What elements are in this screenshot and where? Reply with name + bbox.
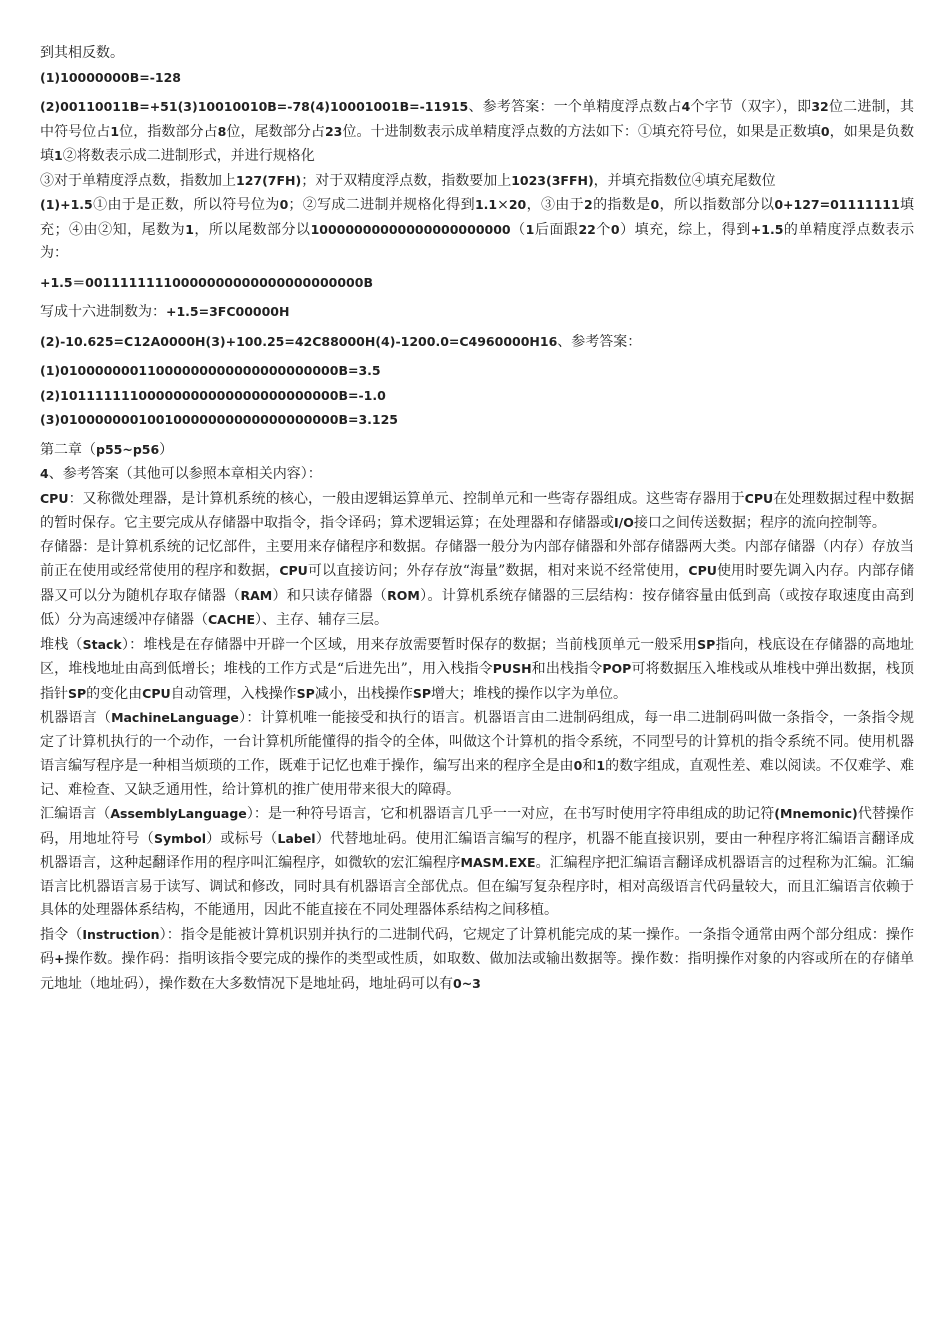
text-run: （ [510, 221, 526, 238]
bold-run: MASM.EXE [460, 855, 536, 870]
bold-run: 20 [508, 197, 527, 212]
paragraph [40, 66, 914, 91]
bold-run: 0 [610, 221, 620, 237]
text-run: 、参考答案：一个单精度浮点数占 [468, 99, 682, 115]
bold-run: 1.1 [474, 197, 498, 212]
bold-run: (2)-10.625=C12A0000H(3)+100.25=42C88000H(4)-1200.0=C4960000H16 [40, 333, 558, 349]
text-run: ）。计算机系统存储器的三层结构：按存储容量由低到高（或按存取速度由高到低）分为高速缓冲存储器（ [40, 587, 915, 628]
bold-run: 0+127=01111111 [774, 197, 900, 212]
paragraph [40, 330, 914, 355]
text-run: ②将数表示成二进制形式，并进行规格化 [62, 148, 315, 164]
text-run: ：又称微处理器，是计算机系统的核心，一般由逻辑运算单元、控制单元和一些寄存器组成。这些寄存器用于 [68, 490, 745, 507]
text-run: ）：堆栈是在存储器中开辟一个区域，用来存放需要暂时保存的数据；当前栈顶单元一般采用 [121, 636, 698, 653]
text-run: ）：指令是能被计算机识别并执行的二进制代码，它规定了计算机能完成的某一操作。一条指令通常由两个部分组成：操作码 [40, 926, 915, 967]
paragraph [40, 462, 914, 487]
paragraph [40, 487, 914, 536]
bold-run: 1023(3FFH) [511, 172, 594, 188]
text-run: 在处理数据过程中数据的暂时保存。它主要完成从存储器中取指令，指令译码；算术逻辑运算；在处理器和存储器或 [40, 490, 915, 531]
bold-run: 10000000000000000000000 [310, 221, 511, 237]
bold-run: (Mnemonic) [774, 806, 858, 821]
text-run: 第二章（ [40, 441, 96, 458]
bold-run: CPU [279, 563, 308, 578]
text-run: ）：是一种符号语言，它和机器语言几乎一一对应，在书写时使用字符串组成的助记符 [246, 806, 775, 822]
text-run: ；②写成二进制并规格化得到 [288, 197, 475, 213]
bold-run: (2)00110011B=+51(3)10010010B=-78(4)10001001B=-11915 [40, 99, 469, 114]
bold-run: CPU [142, 685, 171, 701]
text-run: ；对于双精度浮点数，指数要加上 [301, 172, 512, 189]
paragraph [40, 923, 914, 997]
bold-run: 8 [217, 123, 227, 139]
text-run: ，所以指数部分以 [659, 197, 775, 213]
bold-run: +1.5＝00111111110000000000000000000000B [40, 274, 373, 290]
text-run: 和出栈指令 [531, 661, 603, 677]
text-run: 。汇编程序把汇编语言翻译成机器语言的过程称为汇编。汇编语言比机器语言易于读写、调试和修改，同时具有机器语言全部优点。但在编写复杂程序时，相对高级语言代码量较大，而且汇编语言依赖于具体的处理器体系结构，不能通用，因此不能直接在不同处理器体系结构之间移植。 [40, 855, 915, 918]
bold-run: I/O [614, 515, 634, 530]
paragraph [40, 438, 914, 463]
paragraph [40, 300, 914, 325]
text-run: 位二进制，其中符号位占 [40, 99, 915, 140]
bold-run: CPU [688, 563, 717, 578]
bold-run: Symbol [153, 830, 206, 846]
text-run: 个字节（双字），即 [690, 99, 812, 115]
paragraph [40, 169, 914, 194]
bold-run: (1)01000000011000000000000000000000B=3.5 [40, 363, 381, 378]
text-run: 减小，出栈操作 [314, 685, 413, 702]
bold-run: Instruction [82, 926, 160, 942]
bold-run: (2)10111111100000000000000000000000B=-1.0 [40, 387, 386, 403]
text-run: ，并填充指数位④填充尾数位 [593, 172, 776, 189]
bold-run: AssemblyLanguage [110, 806, 247, 821]
text-run: 可以直接访问；外存存放“海量”数据，相对来说不经常使用， [307, 563, 689, 579]
bold-run: ROM [387, 587, 420, 603]
bold-run: 1 [110, 123, 120, 139]
text-run: 、参考答案： [557, 333, 642, 350]
text-run: ，③由于 [526, 197, 585, 213]
text-run: ）：计算机唯一能接受和执行的语言。机器语言由二进制码组成，每一串二进制码叫做一条指令，一条指令规定了计算机执行的一个动作，一台计算机所能懂得的指令的全体，叫做这个计算机的指令系统，不同型号的计算机的指令系统不同。使用机器语言编写程序是一种相当烦琐的工作，既难于记忆也难于操作，编写出来的程序全是由 [40, 710, 915, 774]
text-run: 接口之间传送数据；程序的流向控制等。 [633, 515, 886, 531]
text-run: ）、主存、辅存三层。 [255, 612, 389, 628]
bold-run: 22 [578, 221, 596, 237]
text-run: 填充；④由②知，尾数为 [40, 197, 915, 238]
text-run: 位，尾数部分占 [226, 123, 325, 140]
document-page [40, 42, 914, 996]
bold-run: Label [277, 830, 316, 846]
bold-run: 0~3 [453, 975, 481, 991]
bold-run: 1 [54, 148, 63, 163]
paragraph [40, 42, 914, 66]
bold-run: + [54, 951, 65, 966]
text-run: 指令（ [40, 926, 83, 943]
text-run: 机器语言（ [40, 710, 112, 726]
text-run: ）或标号（ [205, 830, 278, 847]
bold-run: RAM [240, 587, 273, 603]
bold-run: PUSH [492, 661, 532, 676]
bold-run: p55~p56 [96, 441, 160, 457]
text-run: 汇编语言（ [40, 806, 111, 822]
paragraph [40, 633, 914, 707]
text-run: ，所以尾数部分以 [193, 221, 311, 238]
text-run: 到其相反数。 [40, 45, 124, 61]
text-run: 使用时要先调入内存。内部存储器又可以分为随机存取存储器（ [40, 563, 914, 604]
bold-run: Stack [82, 636, 122, 652]
paragraph [40, 359, 914, 384]
text-run: 个 [595, 221, 611, 238]
paragraph [40, 384, 914, 409]
text-run: 的单精度浮点数表示为： [40, 221, 915, 261]
text-run: 、参考答案（其他可以参照本章相关内容）： [48, 466, 322, 482]
text-run: 和 [582, 758, 597, 774]
bold-run: 23 [324, 123, 343, 139]
bold-run: +1.5=3FC00000H [166, 304, 290, 319]
bold-run: (3)01000000010010000000000000000000B=3.125 [40, 412, 398, 427]
text-run: 位，指数部分占 [119, 123, 218, 140]
bold-run: CACHE [208, 612, 256, 627]
text-run: 的数字组成，直观性差、难以阅读。不仅难学、难记、难检查、又缺乏通用性，给计算机的推广使用带来很大的障碍。 [40, 758, 915, 798]
bold-run: 0 [650, 197, 660, 212]
text-run: ）填充，综上，得到 [619, 221, 751, 238]
bold-run: 4 [40, 466, 49, 481]
text-run: ）和只读存储器（ [272, 587, 388, 604]
bold-run: 0 [279, 197, 289, 212]
paragraph [40, 706, 914, 802]
bold-run: 0 [573, 758, 583, 773]
bold-run: (1)10000000B=-128 [40, 69, 181, 85]
text-run: ③对于单精度浮点数，指数加上 [40, 172, 236, 189]
text-run: 的变化由 [86, 685, 143, 702]
bold-run: +1.5 [750, 221, 784, 237]
bold-run: SP [697, 636, 716, 652]
bold-run: 1 [185, 221, 194, 237]
text-run: 后面跟 [534, 221, 579, 238]
bold-run: 2 [584, 197, 593, 212]
text-run: 堆栈（ [40, 636, 83, 653]
paragraph [40, 193, 914, 266]
text-run: 增大；堆栈的操作以字为单位。 [431, 685, 628, 702]
text-run: 位。十进制数表示成单精度浮点数的方法如下：①填充符号位，如果是正数填 [342, 123, 821, 140]
bold-run: 127(7FH) [236, 172, 302, 188]
text-run: ） [159, 441, 174, 458]
paragraph [40, 95, 914, 169]
bold-run: 1 [525, 221, 535, 237]
bold-run: CPU [744, 490, 774, 506]
paragraph [40, 802, 914, 923]
bold-run: 4 [681, 99, 691, 114]
bold-run: MachineLanguage [111, 710, 239, 725]
text-run: 写成十六进制数为： [40, 304, 166, 320]
text-run: 指向，栈底设在存储器的高地址区，堆栈地址由高到低增长；堆栈的工作方式是“后进先出”，用入栈指令 [40, 636, 915, 677]
text-run: 操作数。操作码：指明该指令要完成的操作的类型或性质，如取数、做加法或输出数据等。操作数：指明操作对象的内容或所在的存储单元地址（地址码），操作数在大多数情况下是地址码，地址码可以有 [40, 951, 914, 992]
bold-run: SP [296, 685, 315, 701]
paragraph [40, 408, 914, 433]
bold-run: 0 [820, 123, 830, 139]
text-run: 的指数是 [592, 197, 651, 213]
text-run: 可将数据压入堆栈或从堆栈中弹出数据，栈顶指针 [40, 661, 915, 702]
bold-run: 32 [811, 99, 829, 114]
bold-run: CPU [40, 490, 69, 506]
text-run: ①由于是正数，所以符号位为 [92, 197, 280, 213]
paragraph [40, 271, 914, 296]
bold-run: (1)+1.5 [40, 197, 93, 212]
text-run: 代替操作码，用地址符号（ [40, 806, 915, 847]
bold-run: SP [68, 685, 87, 701]
bold-run: POP [602, 661, 632, 676]
text-run: × [497, 197, 509, 213]
bold-run: 1 [596, 758, 606, 773]
text-run: 自动管理，入栈操作 [170, 685, 297, 702]
bold-run: SP [412, 685, 432, 701]
text-run: ）代替地址码。使用汇编语言编写的程序，机器不能直接识别，要由一种程序将汇编语言翻译成机器语言，这种起翻译作用的程序叫汇编程序，如微软的宏汇编程序 [40, 830, 915, 871]
text-run: ，如果是负数填 [40, 123, 915, 164]
text-run: 存储器：是计算机系统的记忆部件，主要用来存储程序和数据。存储器一般分为内部存储器和外部存储器两大类。内部存储器（内存）存放当前正在使用或经常使用的程序和数据， [40, 538, 914, 579]
paragraph [40, 536, 914, 633]
